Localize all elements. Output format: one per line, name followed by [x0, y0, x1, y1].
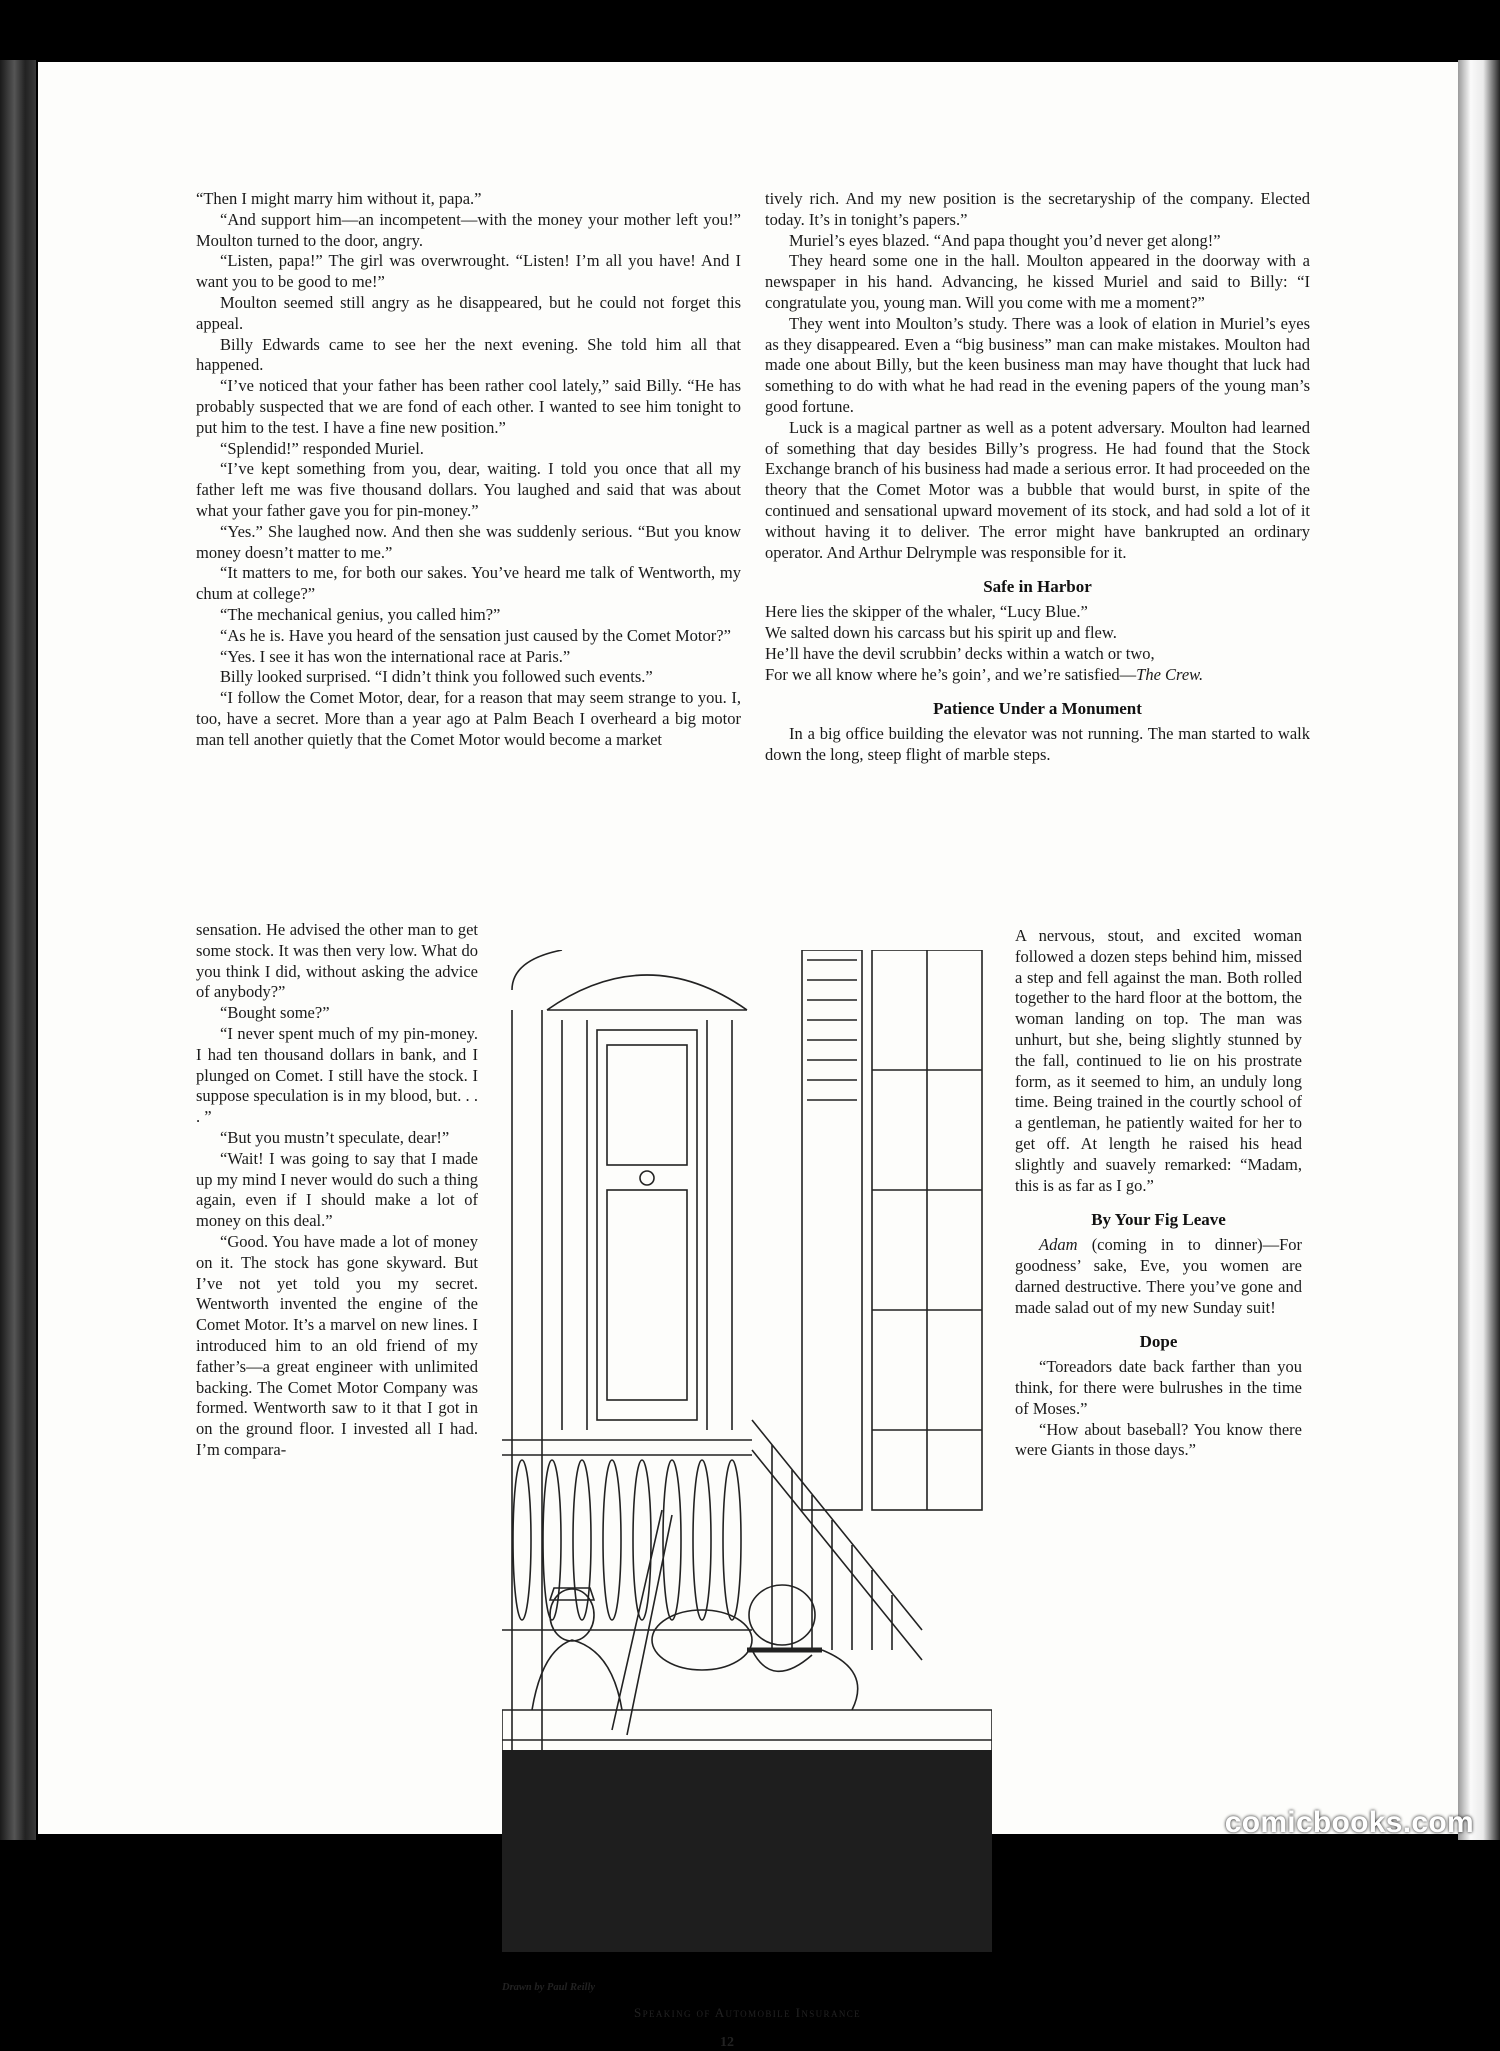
illustration-caption: Speaking of Automobile Insurance [633, 2005, 862, 2020]
speaker: Adam [1039, 1235, 1078, 1255]
window-shutter [802, 950, 862, 1510]
paragraph: “It matters to me, for both our sakes. You’ve heard me talk of Wentworth, my chum at college?” [196, 563, 741, 604]
fig-leave-heading: By Your Fig Leave [1091, 1210, 1226, 1230]
paragraph: sensation. He advised the other man to get some stock. It was then very low. What do you think I did, without asking the advice of anybody?” [196, 920, 478, 1002]
verse-line: Here lies the skipper of the whaler, “Lucy Blue.” [765, 602, 1088, 622]
verse-line: We salted down his carcass but his spirit up and flew. [765, 622, 1117, 642]
paragraph: Billy Edwards came to see her the next evening. She told him all that happened. [196, 334, 741, 375]
fanlight [547, 975, 747, 1010]
paragraph: They heard some one in the hall. Moulton appeared in the doorway with a newspaper in his hand. Advancing, he kissed Muriel and said to Billy: “I congratulate you, young man. Will you come with me a moment?” [765, 251, 1310, 312]
right-column [765, 189, 1310, 766]
right-column-narrow [1015, 926, 1302, 1461]
bulldog-head [749, 1585, 815, 1645]
paragraph: “How about baseball? You know there were Giants in those days.” [1015, 1419, 1302, 1460]
paragraph: A nervous, stout, and excited woman followed a dozen steps behind him, missed a step and fell against the man. Both rolled together to the hard floor at the bottom, the woman landing on top. The man was unhurt, but she, being slightly stunned by the fall, continued to lie on his prostrate form, as it seemed to him, an unduly long time. Being trained in the courtly school of a gentleman, he patiently waited for her to get off. At length he raised his head slightly and suavely remarked: “Madam, this is as far as I go.” [1015, 926, 1302, 1195]
watermark: comicbooks.com [1224, 1806, 1474, 1839]
paragraph: “I never spent much of my pin-money. I had ten thousand dollars in bank, and I plunged on Comet. I still have the stock. I suppose speculation is in my blood, but. . . . ” [196, 1023, 478, 1127]
paragraph: “Listen, papa!” The girl was overwrought. “Listen! I’m all you have! And I want you to be good to me!” [196, 251, 741, 292]
door-pilasters [562, 1020, 732, 1430]
verse-line [765, 665, 1310, 686]
paragraph: “Bought some?” [220, 1003, 330, 1023]
paragraph: tively rich. And my new position is the secretaryship of the company. Elected today. It’s in tonight’s papers.” [765, 189, 1310, 229]
verse-text: For we all know where he’s goin’, and we’re satisfied— [765, 664, 1137, 684]
car-hood-shadow [502, 1750, 992, 1952]
paragraph: They went into Moulton’s study. There was a look of elation in Muriel’s eyes as they disappeared. Even a “big business” man can make mistakes. Moulton had made one about Billy, but the keen business man may have thought that luck had something to do with what he had read in the evening papers of the young man’s good fortune. [765, 313, 1310, 416]
front-door [597, 1030, 697, 1420]
paragraph: “Splendid!” responded Muriel. [220, 438, 424, 458]
steering-wheel [652, 1610, 752, 1670]
paragraph: “I’ve noticed that your father has been rather cool lately,” said Billy. “He has probably suspected that we are fond of each other. I wanted to see him tonight to put him to the test. I have a fine new position.” [196, 376, 741, 437]
paragraph: In a big office building the elevator was not running. The man started to walk down the long, steep flight of marble steps. [765, 724, 1310, 764]
speech: (coming in to dinner)—For goodness’ sake, Eve, you women are darned destructive. There you’ve gone and made salad out of my new Sunday suit! [1015, 1235, 1302, 1317]
safe-in-harbor-verse [765, 602, 1310, 685]
balustrade [502, 1440, 752, 1630]
dope-heading: Dope [1139, 1332, 1178, 1352]
verse-signature: The Crew. [1136, 664, 1204, 684]
paragraph: Billy looked surprised. “I didn’t think you followed such events.” [220, 667, 653, 687]
paragraph: “Wait! I was going to say that I made up my mind I never would do such a thing again, even if I should make a lot of money on this deal.” [196, 1148, 478, 1231]
paragraph: Moulton seemed still angry as he disappeared, but he could not forget this appeal. [196, 292, 741, 333]
safe-in-harbor-heading: Safe in Harbor [983, 577, 1092, 597]
door-knocker [640, 1171, 654, 1185]
paragraph: Luck is a magical partner as well as a potent adversary. Moulton had learned of something that day besides Billy’s progress. He had found that the Stock Exchange branch of his business had made a serious error. It had proceeded on the theory that the Comet Motor was a bubble that would burst, in spite of the continued and sensational upward movement of its stock, and had sold a lot of it without having it to deliver. The error might have bankrupted an ordinary operator. And Arthur Delrymple was responsible for it. [765, 417, 1310, 562]
paragraph: “Good. You have made a lot of money on it. The stock has gone skyward. But I’ve not yet told you my secret. Wentworth invented the engine of the Comet Motor. It’s a marvel on new lines. I introduced him to an old friend of my father’s—a great engineer with unlimited backing. The Comet Motor Company was formed. Wentworth saw to it that I got in on the ground floor. I invested all I had. I’m compara- [196, 1231, 478, 1459]
illustration-credit: Drawn by Paul Reilly [502, 1982, 596, 1993]
patience-heading: Patience Under a Monument [933, 699, 1142, 719]
paragraph: “I follow the Comet Motor, dear, for a reason that may seem strange to you. I, too, have a secret. More than a year ago at Palm Beach I overheard a big motor man tell another quietly that the Comet Motor would become a market [196, 688, 741, 749]
left-binding-edge [0, 60, 36, 1840]
paragraph: “Yes. I see it has won the international race at Paris.” [220, 646, 571, 666]
right-binding-edge [1458, 60, 1500, 1840]
paragraph: “As he is. Have you heard of the sensation just caused by the Comet Motor?” [220, 625, 731, 645]
paragraph: “Yes.” She laughed now. And then she was suddenly serious. “But you know money doesn’t matter to me.” [196, 521, 741, 562]
stair-rail [752, 1420, 922, 1660]
paragraph [1015, 1235, 1302, 1318]
paragraph: “I’ve kept something from you, dear, waiting. I told you once that all my father left me was five thousand dollars. You laughed and said that was about what your father gave you for pin-money.” [196, 459, 741, 520]
page-number: 12 [720, 2035, 734, 2050]
paragraph: Muriel’s eyes blazed. “And papa thought you’d never get along!” [789, 230, 1221, 250]
driver-head [550, 1589, 594, 1641]
paragraph: “But you mustn’t speculate, dear!” [220, 1127, 450, 1147]
left-column-narrow [196, 920, 478, 1461]
left-column-top [196, 189, 741, 751]
paragraph: “Then I might marry him without it, papa.” [196, 189, 482, 208]
paragraph: “And support him—an incompetent—with the money your mother left you!” Moulton turned to the door, angry. [196, 209, 741, 250]
paragraph: “The mechanical genius, you called him?” [220, 604, 501, 624]
verse-line: He’ll have the devil scrubbin’ decks within a watch or two, [765, 643, 1155, 663]
paragraph: “Toreadors date back farther than you think, for there were bulrushes in the time of Moses.” [1015, 1357, 1302, 1418]
illustration [502, 950, 992, 1952]
